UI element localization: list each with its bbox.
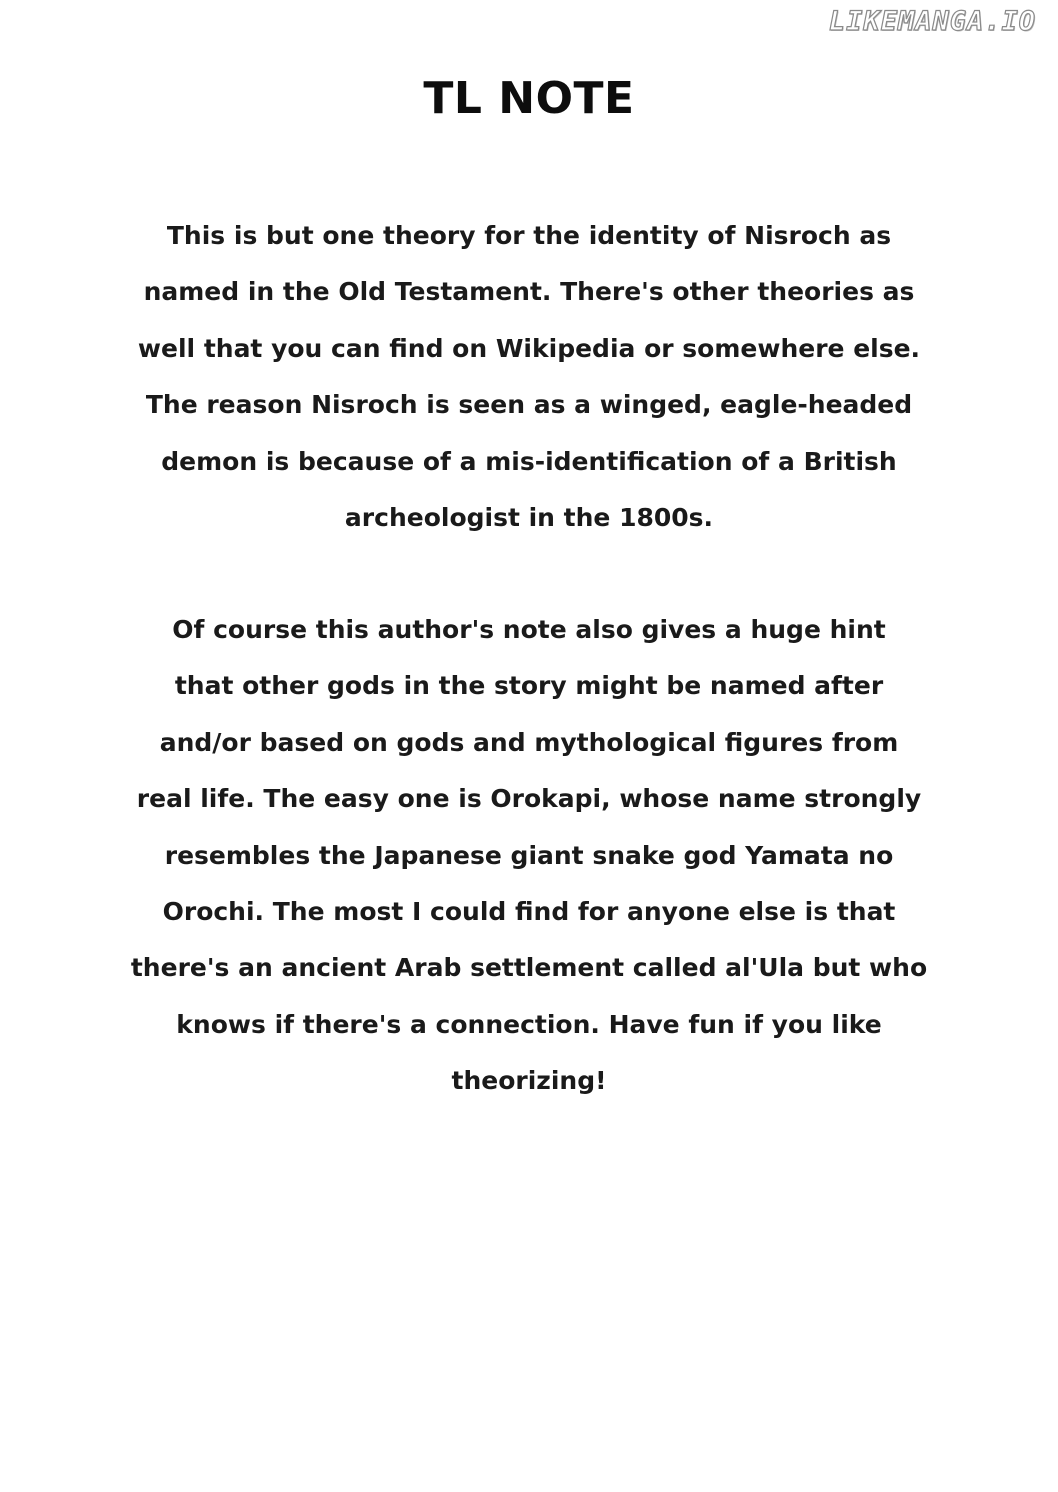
note-line: theorizing! [451,1066,607,1096]
note-line: Of course this author's note also gives a huge hint [172,615,886,644]
note-line: resembles the Japanese giant snake god Yamata no [164,840,894,870]
note-line: named in the Old Testament. There's other theories as [143,277,915,307]
note-paragraph-2 [110,602,948,1110]
note-line: archeologist in the 1800s. [344,503,714,533]
note-line: real life. The easy one is Orokapi, whose name strongly [136,784,922,814]
page-title: TL NOTE [423,73,635,125]
site-watermark: LIKEMANGA.IO [828,6,1036,37]
note-line: well that you can find on Wikipedia or somewhere else. [137,333,921,363]
note-paragraph-1 [110,208,948,546]
note-line: there's an ancient Arab settlement called al'Ula but who [130,953,928,983]
note-line: This is but one theory for the identity of Nisroch as [166,221,892,250]
note-line: Orochi. The most I could find for anyone else is that [162,897,896,927]
note-line: The reason Nisroch is seen as a winged, eagle-headed [145,390,913,420]
note-line: knows if there's a connection. Have fun if you like [176,1009,882,1039]
note-line: that other gods in the story might be named after [174,671,884,701]
note-line: demon is because of a mis-identification of a British [161,446,897,476]
note-line: and/or based on gods and mythological figures from [159,727,899,757]
